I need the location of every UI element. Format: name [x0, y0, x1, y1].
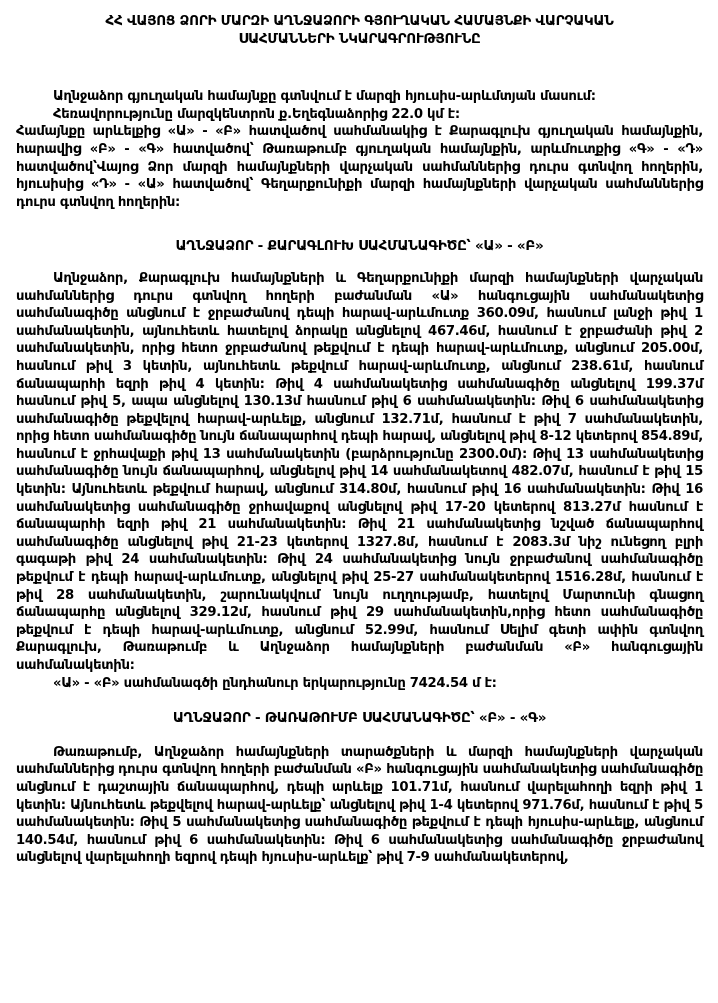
document-title-line2: ՍԱՀՄԱՆՆԵՐԻ ՆԿԱՐԱԳՐՈՒԹՅՈՒՆԸ	[238, 30, 481, 47]
paragraph-distance: Հեռավորությունը մարզկենտրոն ք.Եղեգնաձորից 22.0 կմ է:	[53, 106, 460, 122]
paragraph-border-description-a-b: Աղնջաձոր, Քարագլուխ համայնքների և Գեղարքունիքի մարզի համայնքների վարչական սահմաններից դուրս գտնվող հողերի բաժանման «Ա» հանգուցային սահմանակետից սահմանագիծը անցնում է ջրբաժանով դեպի հարավ-արևմուտք 360.09մ, հասնում լանջի թիվ 1 սահմանակետին, այնուհետև հատելով ձորակը անցնելով 467.46մ, հասնում է ջրբաժանի թիվ 2 սահմանակետին, որից հետո ջրբաժանով թեքվում է դեպի հարավ-արևմուտք, անցնում 205.00մ, հասնում թիվ 3 կետին, այնուհետև թեքվում հարավ-արևմուտք, անցնում 238.61մ, հասնում ճանապարհի եզրի թիվ 4 կետին: Թիվ 4 սահմանակետից սահմանագիծը անցնելով 199.37մ հասնում թիվ 5, ապա անցնելով 130.13մ հասնում թիվ 6 սահմանակետին: Թիվ 6 սահմանակետից սահմանագիծը թեքվելով հարավ-արևելք, անցնում 132.71մ, հասնում է թիվ 7 սահմանակետին, որից հետո սահմանագիծը նույն ճանապարհով դեպի հարավ, անցնելով թիվ 8-12 կետերով 854.89մ, հասնում է ջրհավաքի թիվ 13 սահմանակետին (բարձրությունը 2300.0մ): Թիվ 13 սահմանակետից սահմանագիծը նույն ճանապարհով, անցնելով թիվ 14 սահմանակետով 482.07մ, հասնում է թիվ 15 կետին: Այնուհետև թեքվում հարավ, անցնում 314.80մ, հասնում թիվ 16 սահմանակետին: Թիվ 16 սահմանակետից սահմանագիծը ջրհավաքով անցնելով թիվ 17-20 կետերով 813.27մ հասնում է ճանապարհի եզրի թիվ 21 սահմանակետին: Թիվ 21 սահմանակետից նշված ճանապարհով սահմանագիծը անցնելով թիվ 21-23 կետերով 1327.8մ, հասնում է 2083.3մ նիշ ունեցող բլրի գագաթի թիվ 24 սահմանակետին: Թիվ 24 սահմանակետից նույն ջրբաժանով սահմանագիծը թեքվում է դեպի հարավ-արևմուտք, անցնելով թիվ 25-27 սահմանակետերով 1516.28մ, հասնում է թիվ 28 սահմանակետին, շարունակվում նույն ուղղությամբ, հատելով Մարտունի գնացող ճանապարհը անցնելով 329.12մ, հասնում թիվ 29 սահմանակետին,որից հետո սահմանագիծը թեքվում է դեպի հարավ-արևմուտք, անցնում 52.99մ, հասնում Սելիմ գետի ափին գտնվող Քարագլուխ, Թառաթումբ և Աղնջաձոր համայնքների բաժանման «Բ» հանգուցային սահմանակետին:	[16, 270, 703, 673]
document-title-line1: ՀՀ ՎԱՅՈՑ ՁՈՐԻ ՄԱՐԶԻ ԱՂՆՋԱՁՈՐԻ ԳՅՈՒՂԱԿԱՆ ՀԱՄԱՅՆՔԻ ՎԱՐՉԱԿԱՆ	[105, 13, 614, 29]
paragraph-border-total-length-a-b: «Ա» - «Բ» սահմանագծի ընդհանուր երկարությունը 7424.54 մ է:	[53, 675, 497, 691]
paragraph-border-description-b-g: Թառաթումբ, Աղնջաձոր համայնքների տարածքների և մարզի համայնքների վարչական սահմաններից դուրս գտնվող հողերի բաժանման «Բ» հանգուցային սահմանակետից սահմանագիծը անցնում է դաշտային ճանապարհով, դեպի արևելք 101.71մ, հասնում վարելահողի եզրի թիվ 1 կետին: Այնուհետև թեքվելով հարավ-արևելք՝ անցնելով թիվ 1-4 կետերով 971.76մ, հասնում է թիվ 5 սահմանակետին: Թիվ 5 սահմանակետից սահմանագիծը թեքվում է դեպի հյուսիս-արևելք, անցնում 140.54մ, հասնում թիվ 6 սահմանակետին: Թիվ 6 սահմանակետից սահմանագիծը ջրբաժանով անցնելով վարելահողի եզրով դեպի հյուսիս-արևելք՝ թիվ 7-9 սահմանակետերով,	[16, 744, 703, 866]
document-title	[16, 13, 703, 48]
section-heading-aghnjadzor-taratumb: ԱՂՆՋԱՁՈՐ - ԹԱՌԱԹՈՒՄԲ ՍԱՀՄԱՆԱԳԻԾԸ՝ «Բ» - «Գ»	[172, 710, 547, 727]
section-heading-aghnjadzor-karaglukh: ԱՂՆՋԱՁՈՐ - ՔԱՐԱԳԼՈՒԽ ՍԱՀՄԱՆԱԳԻԾԸ՝ «Ա» - «Բ»	[175, 238, 544, 255]
paragraph-location: Աղնջաձոր գյուղական համայնքը գտնվում է մարզի հյուսիս-արևմտյան մասում:	[53, 89, 596, 105]
paragraph-neighboring-communities: Համայնքը արևելքից «Ա» - «Բ» հատվածով սահմանակից է Քարագլուխ գյուղական համայնքին, հարավից «Բ» - «Գ» հատվածով՝ Թառաթումբ գյուղական համայնքին, արևմուտքից «Գ» - «Դ» հատվածով՝Վայոց Ձոր մարզի համայնքների վարչական սահմաններից դուրս գտնվող հողերին, հյուսիսից «Դ» - «Ա» հատվածով՝ Գեղարքունիքի մարզի համայնքների վարչական սահմաններից դուրս գտնվող հողերին:	[16, 124, 703, 210]
